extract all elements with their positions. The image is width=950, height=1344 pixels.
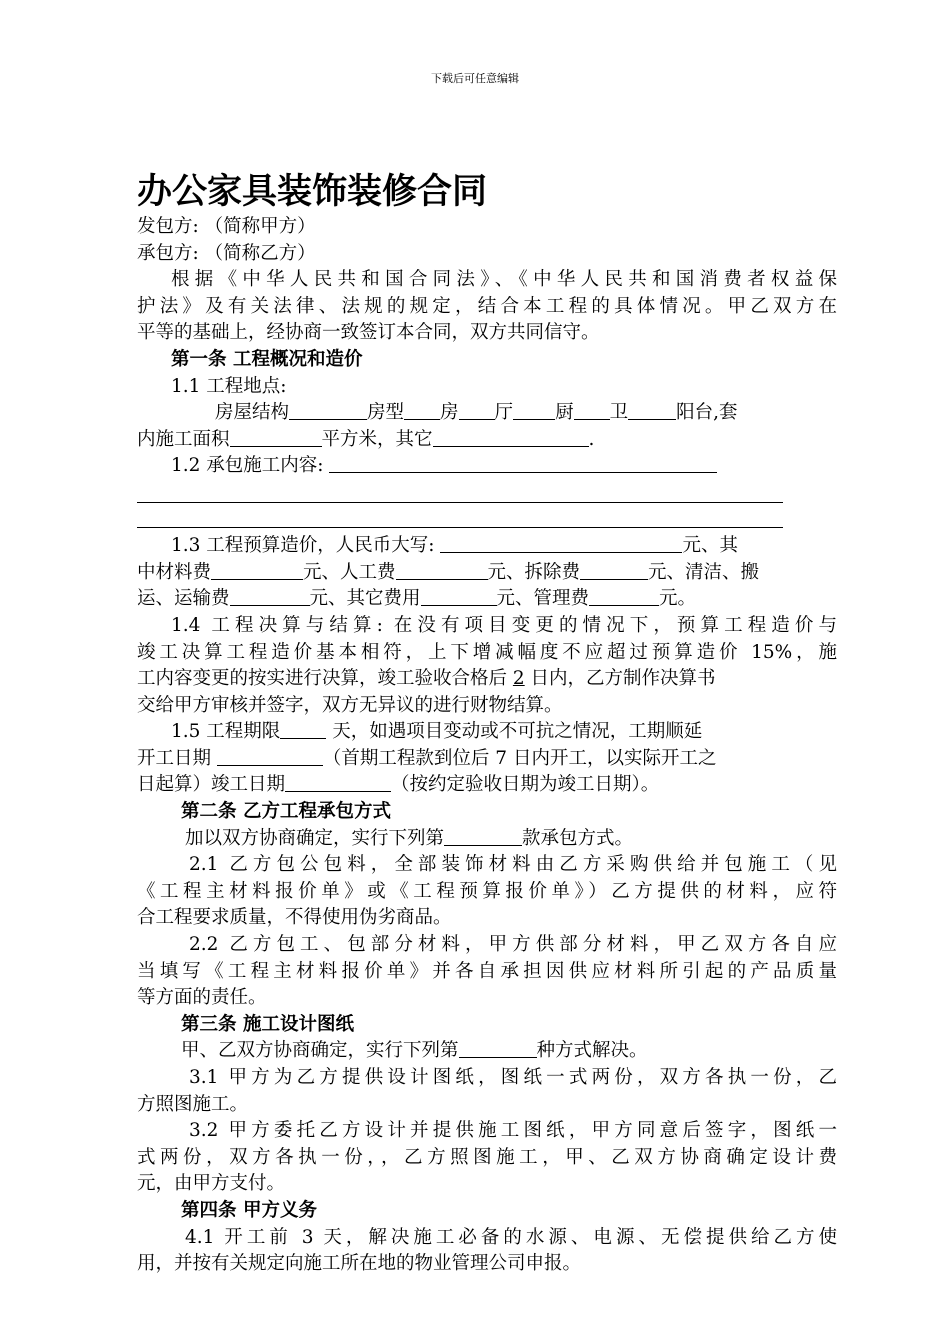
clause-1-4: 工内容变更的按实进行决算，竣工验收合格后 2 日内，乙方制作决算书 [137,668,716,690]
page-header: 下载后可任意编辑 [431,72,519,85]
blank-field[interactable] [459,1039,537,1058]
clause-3-1: 方照图施工。 [137,1093,249,1115]
blank-field[interactable] [230,428,322,447]
clause-1-2: 1.2 承包施工内容: [137,453,837,480]
clause-1-5: 开工日期 （首期工程款到位后 7 日内开工，以实际开工之 [137,747,717,769]
clause-3-2: 元，由甲方支付。 [137,1173,286,1195]
clause-1-1-house: 房屋结构 房型 房 厅 厨 卫 阳台,套 [215,402,738,424]
blank-field[interactable] [404,401,440,420]
clause-1-5: 日起算）竣工日期 （按约定验收日期为竣工日期）。 [137,774,660,796]
blank-field[interactable] [280,720,326,739]
section-3-intro: 甲、乙双方协商确定，实行下列第 种方式解决。 [181,1040,648,1062]
blank-field[interactable] [628,401,676,420]
contract-body [137,214,837,1278]
clause-1-1-area: 内施工面积 平方米，其它 . [137,428,595,450]
clause-1-5: 1.5 工程期限 天，如遇项目变动或不可抗之情况，工期顺延 [171,721,703,743]
blank-field[interactable] [433,428,589,447]
section-heading-2: 第二条 乙方工程承包方式 [181,801,391,823]
blank-field[interactable] [285,773,391,792]
clause-1-3-costs: 运、运输费 元、其它费用 元、管理费 元。 [137,588,697,610]
blank-field[interactable] [574,401,610,420]
blank-field[interactable] [440,534,682,553]
clause-1-3: 1.3 工程预算造价，人民币大写: 元、其 [171,535,738,557]
clause-2-1: 2.1 乙方包公包料，全部装饰材料由乙方采购供给并包施工（见 [189,854,837,876]
blank-field[interactable] [211,561,303,580]
blank-field[interactable] [459,401,495,420]
blank-line[interactable] [137,507,837,534]
blank-field[interactable] [329,454,717,473]
clause-2-2: 当填写《工程主材料报价单》并各自承担因供应材料所引起的产品质量 [137,960,837,982]
section-heading-3: 第三条 施工设计图纸 [181,1013,354,1035]
blank-field[interactable] [580,561,648,580]
party-b-line: 承包方: （简称乙方） [137,242,316,264]
blank-field[interactable] [289,401,367,420]
blank-field[interactable] [396,561,488,580]
paragraph-line: 护法》及有关法律、法规的规定，结合本工程的具体情况。甲乙双方在 [137,295,837,317]
section-2-intro: 加以双方协商确定，实行下列第 款承包方式。 [185,827,634,849]
blank-field[interactable] [421,587,497,606]
blank-field[interactable] [230,587,310,606]
clause-1-4: 竣工决算工程造价基本相符，上下增减幅度不应超过预算造价 15%，施 [137,641,837,663]
section-heading-4: 第四条 甲方义务 [181,1199,317,1221]
clause-3-2: 式两份，双方各执一份，，乙方照图施工，甲、乙双方协商确定设计费 [137,1146,837,1168]
section-heading-1: 第一条 工程概况和造价 [171,348,363,370]
clause-2-1: 合工程要求质量，不得使用伪劣商品。 [137,907,452,929]
clause-3-1: 3.1 甲方为乙方提供设计图纸，图纸一式两份，双方各执一份，乙 [189,1067,837,1088]
document-title: 办公家具装饰装修合同 [137,171,488,212]
clause-1-4: 1.4 工程决算与结算: 在没有项目变更的情况下，预算工程造价与 [171,614,837,636]
clause-2-2: 2.2 乙方包工、包部分材料，甲方供部分材料，甲乙双方各自应 [189,934,837,956]
clause-2-2: 等方面的责任。 [137,987,267,1009]
blank-field[interactable] [217,747,323,766]
party-a-line: 发包方: （简称甲方） [137,216,316,237]
blank-field[interactable] [444,827,522,846]
clause-1-1: 1.1 工程地点: [171,375,287,397]
paragraph-line: 平等的基础上，经协商一致签订本合同，双方共同信守。 [137,322,600,344]
paragraph-line: 根据《中华人民共和国合同法》、《中华人民共和国消费者权益保 [171,269,837,291]
clause-2-1: 《工程主材料报价单》或《工程预算报价单》）乙方提供的材料，应符 [137,880,837,902]
blank-field[interactable] [589,587,659,606]
clause-1-4: 交给甲方审核并签字，双方无异议的进行财物结算。 [137,694,563,716]
clause-3-2: 3.2 甲方委托乙方设计并提供施工图纸，甲方同意后签字，图纸一 [189,1120,837,1142]
clause-1-3-costs: 中材料费 元、人工费 元、拆除费 元、清洁、搬 [137,561,760,583]
clause-4-1: 4.1 开工前 3 天，解决施工必备的水源、电源、无偿提供给乙方使 [185,1226,837,1248]
blank-field[interactable] [513,401,555,420]
clause-4-1: 用，并按有关规定向施工所在地的物业管理公司申报。 [137,1253,582,1275]
blank-line[interactable] [137,480,837,507]
